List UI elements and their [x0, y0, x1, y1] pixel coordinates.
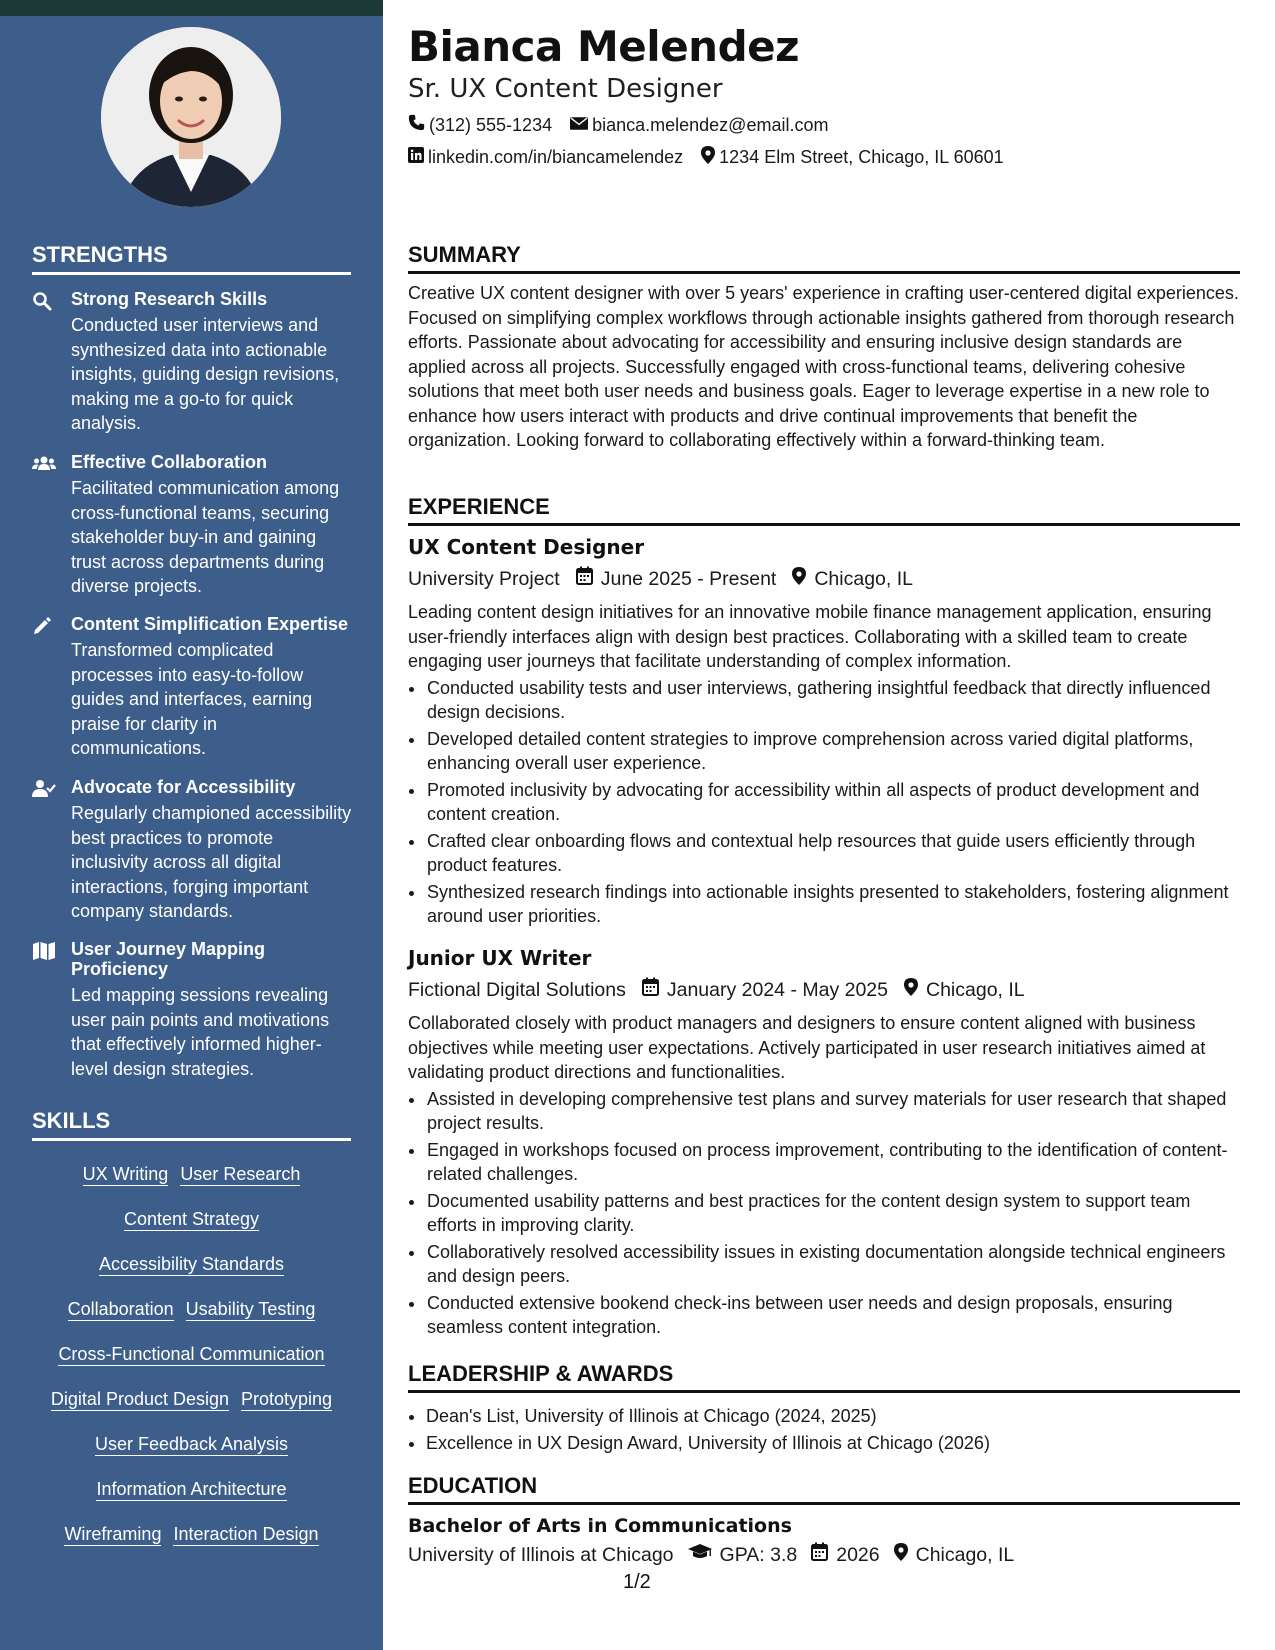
education-year-text: 2026 [836, 1544, 880, 1566]
contact-address [701, 146, 1004, 169]
leadership-item: • Dean's List, University of Illinois at Chicago (2024, 2025) [426, 1404, 1258, 1429]
job-bullet: • Documented usability patterns and best practices for the content design system to support team efforts in improving clarity. [426, 1189, 1240, 1238]
skill-row [32, 1422, 351, 1467]
education-school: University of Illinois at Chicago [408, 1544, 674, 1566]
job-bullet: • Synthesized research findings into actionable insights presented to stakeholders, fostering alignment around user priorities. [426, 880, 1240, 929]
location-pin-icon [792, 566, 814, 592]
job-location-text: Chicago, IL [814, 568, 913, 590]
profile-photo [101, 27, 281, 207]
job-location [904, 977, 1025, 1003]
strength-item [32, 289, 352, 436]
skill-tag: Content Strategy [123, 1209, 260, 1229]
linkedin-icon [408, 147, 428, 168]
skill-tag: Interaction Design [173, 1524, 319, 1544]
job-dates-text: June 2025 - Present [600, 568, 777, 590]
contact-line [408, 146, 1022, 169]
job-bullet: • Crafted clear onboarding flows and contextual help resources that guide users efficiently through product features. [426, 829, 1240, 878]
skill-row [32, 1512, 351, 1557]
phone-text: (312) 555-1234 [429, 114, 553, 135]
job-title: Junior UX Writer [408, 946, 592, 970]
calendar-icon [642, 977, 667, 1003]
job-title: UX Content Designer [408, 535, 645, 559]
job-bullet: • Assisted in developing comprehensive test plans and survey materials for user research that shaped project results. [426, 1087, 1240, 1136]
job-bullets [408, 676, 1240, 929]
job-company: University Project [408, 568, 560, 590]
strengths-heading: STRENGTHS [32, 242, 351, 275]
summary-text: Creative UX content designer with over 5 years' experience in crafting user-centered digital experiences. Focused on simplifying complex workflows through actionable insights gathered from thorough research efforts. Passionate about advocating for accessibility and ensuring inclusive design standards are applied across all projects. Successfully engaged with cross-functional teams, delivering cohesive solutions that meet both user needs and business goals. Eager to leverage expertise in a new role to enhance how users interact with products and drive continual improvements that benefit the organization. Looking forward to collaborating effectively within a forward-thinking team. [408, 283, 1239, 450]
skill-tag: Collaboration [67, 1299, 174, 1319]
skills-heading: SKILLS [32, 1108, 351, 1141]
skill-row [32, 1287, 351, 1332]
job-dates-text: January 2024 - May 2025 [666, 979, 888, 1001]
skill-row [32, 1197, 351, 1242]
strength-title: Content Simplification Expertise [71, 614, 349, 634]
skill-tag: Usability Testing [185, 1299, 316, 1319]
page-number: 1/2 [623, 1571, 651, 1593]
contact-line [408, 114, 846, 136]
education-heading: EDUCATION [408, 1473, 1240, 1505]
education-entry [408, 1513, 1240, 1568]
strength-title: Advocate for Accessibility [71, 777, 296, 797]
location-pin-icon [701, 146, 719, 169]
job-bullet: • Engaged in workshops focused on process improvement, contributing to the identification of content-related challenges. [426, 1138, 1240, 1187]
contact-linkedin[interactable] [408, 147, 683, 168]
education-year [811, 1542, 879, 1568]
education-degree: Bachelor of Arts in Communications [408, 1515, 792, 1537]
pencil-icon [32, 616, 56, 636]
address-text: 1234 Elm Street, Chicago, IL 60601 [719, 147, 1004, 167]
summary-heading: SUMMARY [408, 242, 1240, 274]
strength-item [32, 614, 352, 761]
job-bullets [408, 1087, 1240, 1340]
strength-item [32, 452, 352, 599]
job-entry [408, 945, 1240, 1342]
job-dates [576, 566, 777, 592]
skill-row [32, 1152, 351, 1197]
sidebar-top-bar [0, 0, 383, 16]
linkedin-text: linkedin.com/in/biancamelendez [428, 147, 684, 167]
skill-tag: Prototyping [241, 1389, 333, 1409]
candidate-name: Bianca Melendez [408, 22, 800, 71]
education-gpa [688, 1542, 798, 1568]
job-location-text: Chicago, IL [926, 979, 1025, 1001]
skill-tag: Information Architecture [96, 1479, 287, 1499]
map-icon [32, 941, 56, 961]
envelope-icon [570, 115, 592, 136]
education-location [894, 1542, 1015, 1568]
job-bullet: • Developed detailed content strategies to improve comprehension across varied digital platforms, enhancing overall user experience. [426, 727, 1240, 776]
users-icon [32, 454, 56, 474]
job-description: Collaborated closely with product managers and designers to ensure content aligned with business objectives while meeting user expectations. Actively participated in user research initiatives aimed at validating product directions and functionalities. [408, 1013, 1206, 1082]
strength-description: Conducted user interviews and synthesized data into actionable insights, guiding design revisions, making me a go-to for quick analysis. [71, 315, 340, 433]
education-location-text: Chicago, IL [915, 1544, 1015, 1566]
leadership-item: • Excellence in UX Design Award, University of Illinois at Chicago (2026) [426, 1431, 1258, 1456]
skill-tag: Accessibility Standards [98, 1254, 285, 1274]
job-meta [408, 977, 1240, 1003]
education-gpa-text: GPA: 3.8 [719, 1544, 798, 1566]
skill-tag: Wireframing [64, 1524, 162, 1544]
job-bullet: • Conducted usability tests and user interviews, gathering insightful feedback that directly influenced design decisions. [426, 676, 1240, 725]
job-entry [408, 534, 1240, 931]
strength-title: User Journey Mapping Proficiency [71, 939, 266, 979]
strength-title: Effective Collaboration [71, 452, 268, 472]
leadership-heading: LEADERSHIP & AWARDS [408, 1361, 1240, 1393]
graduation-cap-icon [688, 1542, 720, 1568]
skill-row [32, 1377, 351, 1422]
job-company: Fictional Digital Solutions [408, 979, 626, 1001]
skill-tag: UX Writing [82, 1164, 169, 1184]
leadership-list [408, 1404, 1258, 1457]
job-description: Leading content design initiatives for an innovative mobile finance management application, ensuring user-friendly interfaces align with design best practices. Collaborating with a skilled team to create engaging user journeys that facilitate understanding of complex information. [408, 602, 1212, 671]
job-bullet: • Conducted extensive bookend check-ins between user needs and design proposals, ensuring seamless content integration. [426, 1291, 1240, 1340]
strength-description: Regularly championed accessibility best practices to promote inclusivity across all digital interactions, forging important company standards. [71, 803, 352, 921]
job-bullet: • Collaboratively resolved accessibility issues in existing documentation alongside technical engineers and design peers. [426, 1240, 1240, 1289]
strength-description: Led mapping sessions revealing user pain points and motivations that effectively informed higher-level design strategies. [71, 985, 330, 1079]
skill-tag: Cross-Functional Communication [58, 1344, 325, 1364]
skills-list [32, 1152, 351, 1557]
phone-icon [408, 114, 429, 136]
skill-row [32, 1467, 351, 1512]
experience-heading: EXPERIENCE [408, 494, 1240, 526]
job-meta [408, 566, 1240, 592]
job-location [792, 566, 913, 592]
skill-row [32, 1332, 351, 1377]
strength-title: Strong Research Skills [71, 289, 268, 309]
contact-phone[interactable] [408, 114, 552, 136]
skill-tag: User Feedback Analysis [94, 1434, 289, 1454]
skill-row [32, 1242, 351, 1287]
strength-description: Transformed complicated processes into easy-to-follow guides and interfaces, earning praise for clarity in communications. [71, 640, 313, 758]
sidebar [0, 0, 383, 1650]
job-bullet: • Promoted inclusivity by advocating for accessibility within all aspects of product development and content creation. [426, 778, 1240, 827]
calendar-icon [576, 566, 601, 592]
candidate-title: Sr. UX Content Designer [408, 74, 723, 104]
strength-description: Facilitated communication among cross-functional teams, securing stakeholder buy-in and gaining trust across departments during diverse projects. [71, 478, 340, 596]
job-dates [642, 977, 888, 1003]
strength-item [32, 777, 352, 924]
location-pin-icon [894, 1542, 916, 1568]
email-text: bianca.melendez@email.com [592, 114, 829, 135]
user-check-icon [32, 779, 56, 799]
skill-tag: Digital Product Design [50, 1389, 230, 1409]
skill-tag: User Research [180, 1164, 301, 1184]
location-pin-icon [904, 977, 926, 1003]
search-icon [32, 291, 56, 311]
calendar-icon [811, 1542, 836, 1568]
education-meta [408, 1542, 1240, 1568]
strength-item [32, 939, 352, 1081]
contact-email[interactable] [570, 115, 828, 136]
